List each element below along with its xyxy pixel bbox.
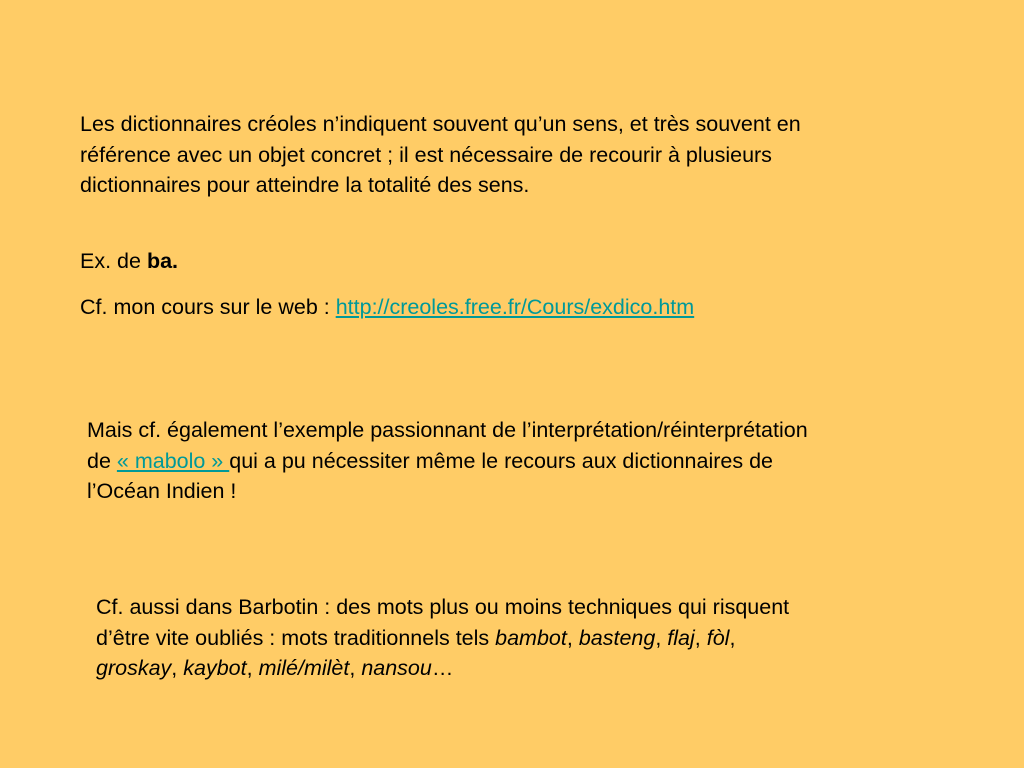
reference-line (80, 292, 980, 323)
word-mile-milet: milé/milèt (258, 656, 350, 680)
separator: , (655, 625, 668, 650)
course-link[interactable]: http://creoles.free.fr/Cours/exdico.htm (335, 295, 695, 319)
paragraph1-line2: référence avec un objet concret ; il est nécessaire de recourir à plusieurs (80, 142, 772, 167)
paragraph-barbotin (96, 592, 986, 684)
paragraph2-line1: Mais cf. également l’exemple passionnant de l’interprétation/réinterprétation (87, 418, 808, 442)
mabolo-link[interactable]: « mabolo » (116, 448, 230, 473)
word-groskay: groskay (96, 656, 172, 680)
word-basteng: basteng (578, 625, 656, 650)
paragraph-mabolo (87, 415, 987, 507)
example-word: ba. (146, 249, 179, 273)
paragraph3-line1: Cf. aussi dans Barbotin : des mots plus ou moins techniques qui risquent (96, 595, 790, 619)
example-line (80, 246, 980, 277)
word-fol: fòl (706, 625, 730, 650)
paragraph1-line3: dictionnaires pour atteindre la totalité des sens. (80, 173, 530, 197)
word-nansou: nansou (361, 656, 432, 680)
paragraph2-line3: l’Océan Indien ! (87, 479, 237, 503)
separator: , (694, 625, 707, 650)
word-flaj: flaj (667, 625, 695, 650)
separator: , (171, 656, 184, 680)
separator: , (729, 625, 736, 650)
paragraph2-line2-suffix: qui a pu nécessiter même le recours aux dictionnaires de (229, 448, 774, 473)
paragraph-dictionaries (80, 109, 980, 201)
separator: , (349, 656, 362, 680)
paragraph2-line2-prefix: de (87, 448, 117, 473)
separator: , (246, 656, 259, 680)
separator: , (566, 625, 579, 650)
example-prefix: Ex. de (80, 249, 147, 273)
word-kaybot: kaybot (183, 656, 247, 680)
paragraph3-line2-prefix: d’être vite oubliés : mots traditionnels tels (96, 625, 496, 650)
paragraph1-line1: Les dictionnaires créoles n’indiquent souvent qu’un sens, et très souvent en (80, 112, 801, 136)
ellipsis: … (431, 656, 454, 680)
word-bambot: bambot (495, 625, 567, 650)
reference-prefix: Cf. mon cours sur le web : (80, 295, 336, 319)
